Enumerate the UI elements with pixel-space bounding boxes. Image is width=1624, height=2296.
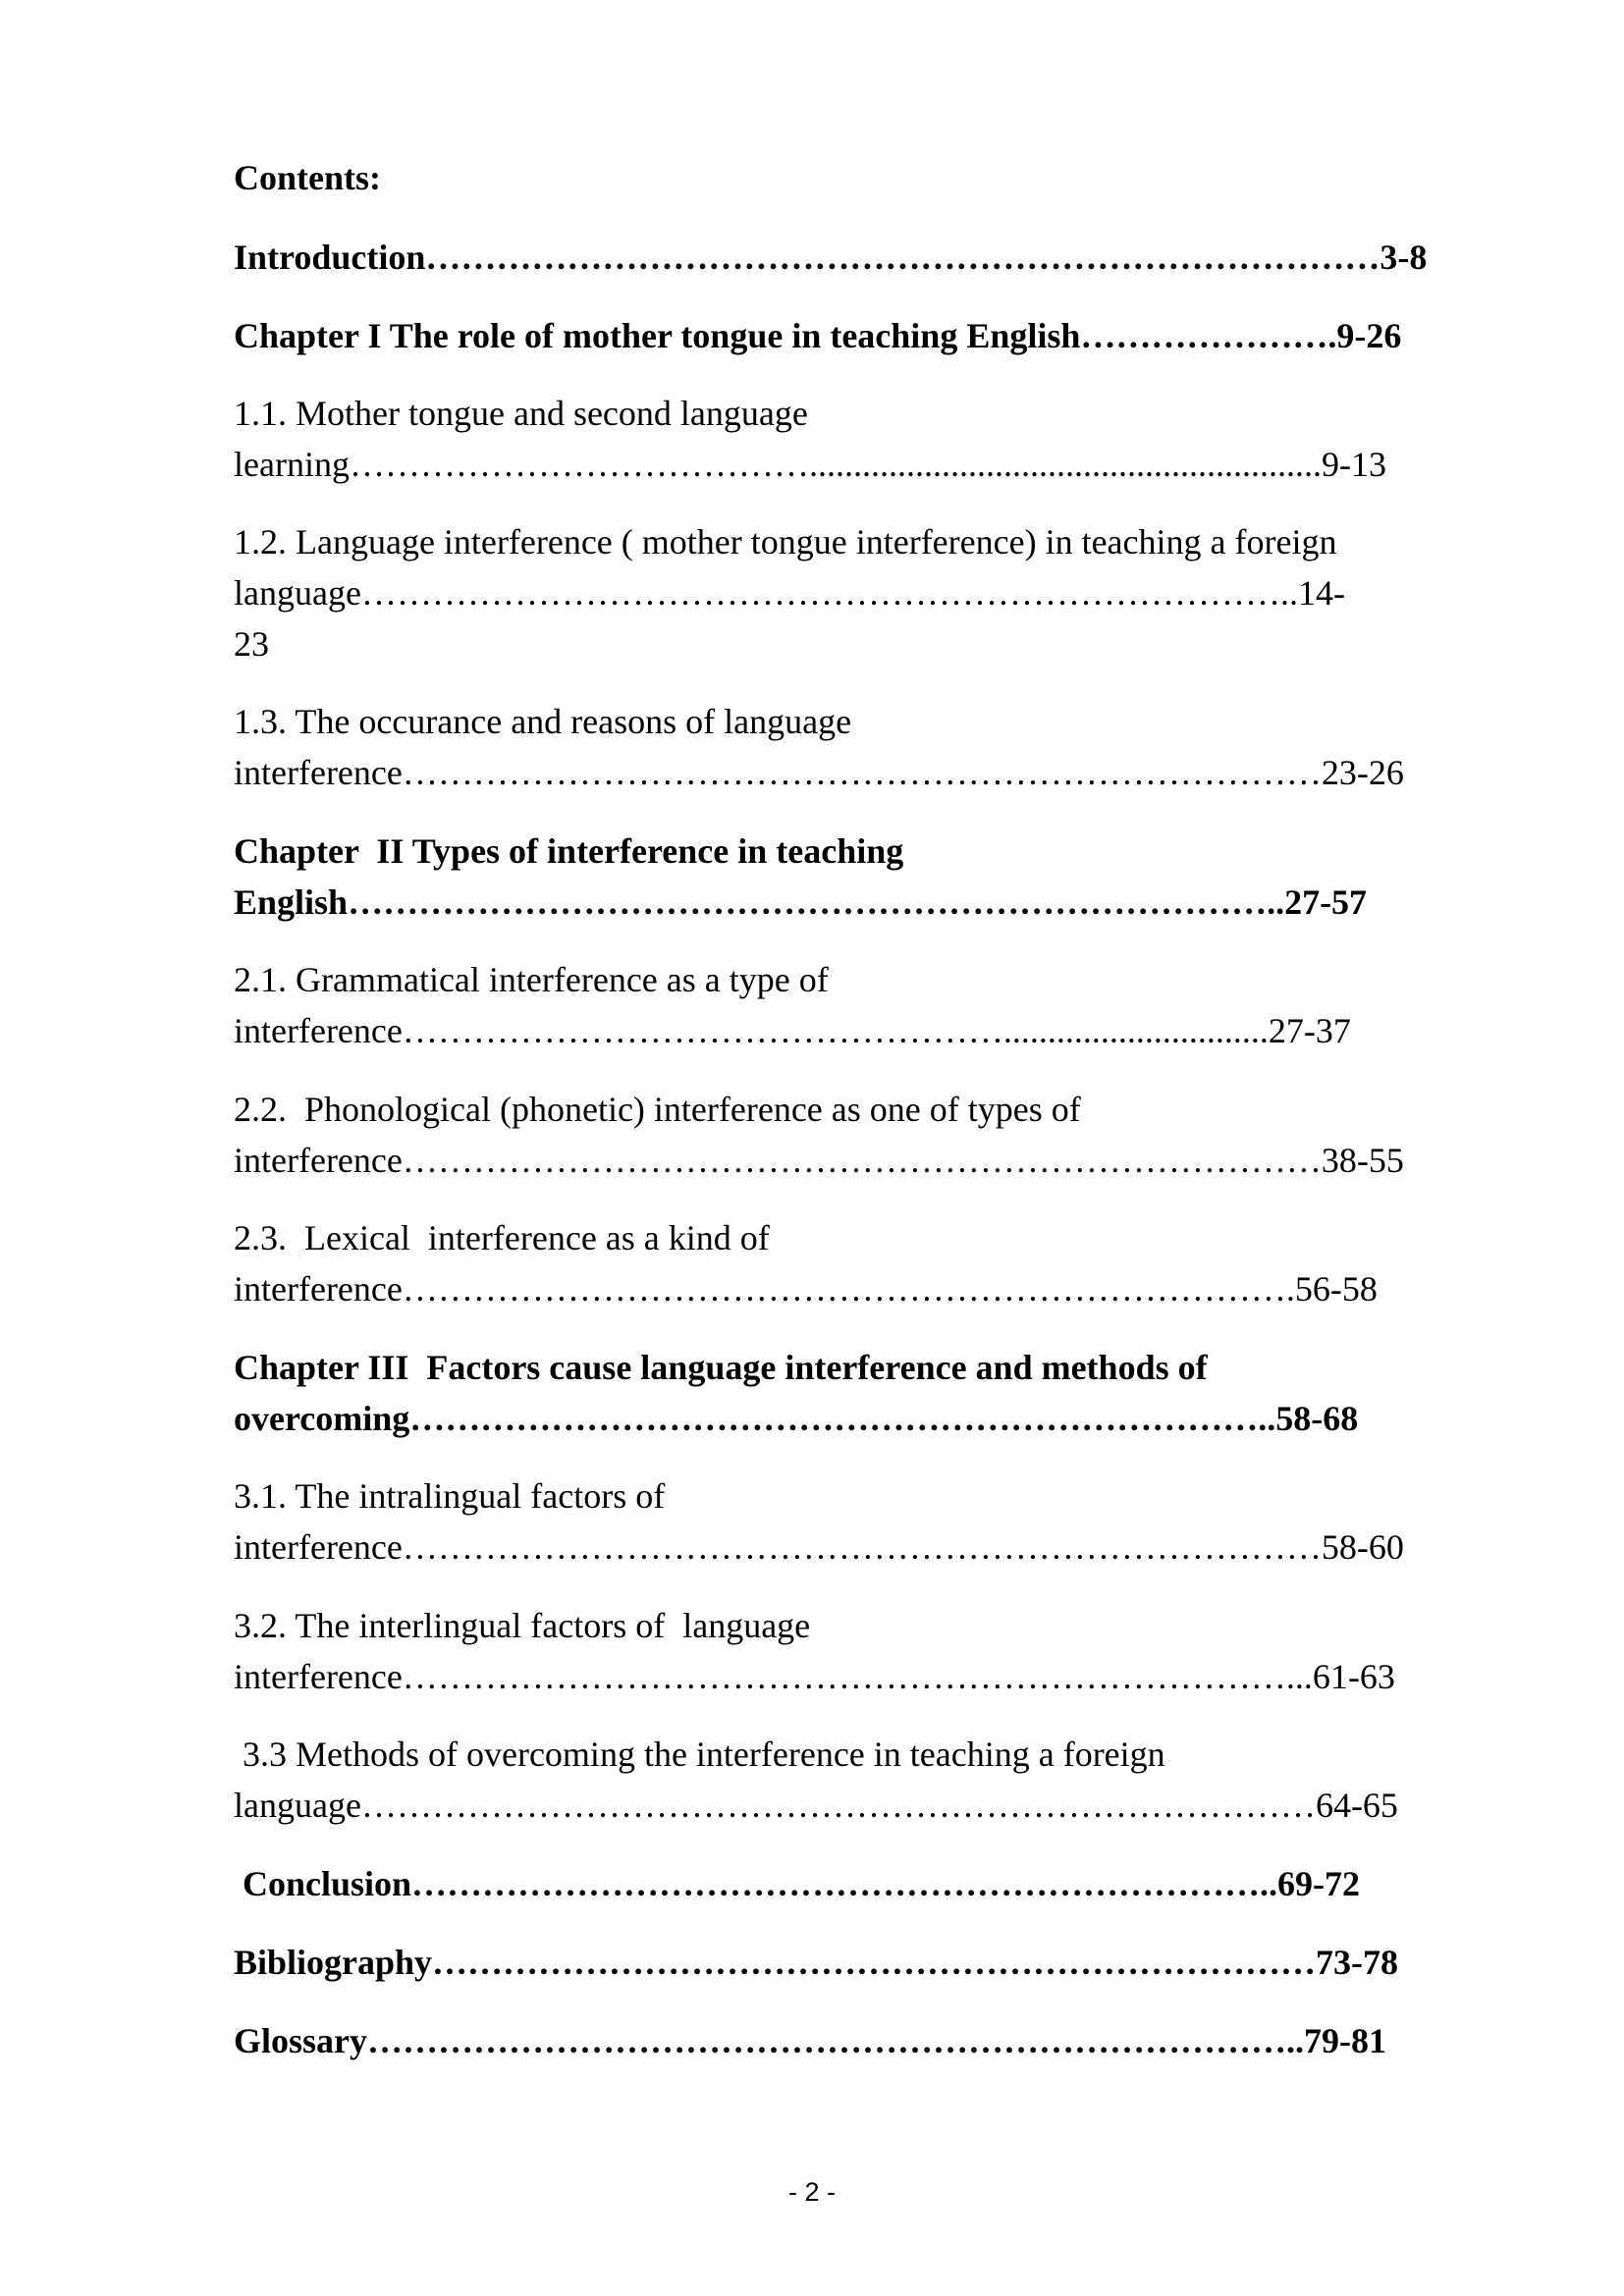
- toc-entry-1-1-leader: learning…………………………………..........................................................9-13: [234, 445, 1386, 484]
- toc-entry-2-3-leader: interference………………………………………………………………….56-58: [234, 1269, 1378, 1308]
- toc-entry-1-1-title: 1.1. Mother tongue and second language: [234, 394, 808, 433]
- toc-entry-2-3-title: 2.3. Lexical interference as a kind of: [234, 1218, 770, 1257]
- toc-entry-introduction: Introduction………………………………………………………………………3-8: [234, 238, 1428, 277]
- toc-entry-conclusion: Conclusion………………………………………………………………..69-72: [234, 1864, 1361, 1903]
- toc-entry-chapter-3-title: Chapter III Factors cause language interference and methods of: [234, 1348, 1208, 1387]
- toc-entry-3-1-leader: interference……………………………………………………………………58-60: [234, 1527, 1404, 1567]
- toc-entry-1-3-title: 1.3. The occurance and reasons of language: [234, 702, 852, 741]
- contents-heading: Contents:: [234, 158, 381, 197]
- page-number: - 2 -: [787, 2177, 836, 2207]
- toc-entry-chapter-2-title: Chapter II Types of interference in teaching: [234, 831, 904, 871]
- toc-entry-3-3-leader: language………………………………………………………………………64-65: [234, 1786, 1398, 1825]
- toc-entry-2-2-title: 2.2. Phonological (phonetic) interference as one of types of: [234, 1090, 1081, 1129]
- toc-entry-3-1-title: 3.1. The intralingual factors of: [234, 1476, 666, 1516]
- toc-entry-2-1-title: 2.1. Grammatical interference as a type of: [234, 960, 829, 999]
- toc-entry-bibliography: Bibliography…………………………………………………………………73-78: [234, 1943, 1399, 1982]
- toc-entry-1-2-leader: language……………………………………………………………………..14-: [234, 573, 1345, 613]
- toc-entry-glossary: Glossary……………………………………………………………………..79-81: [234, 2021, 1386, 2060]
- toc-entry-chapter-3-leader: overcoming………………………………………………………………..58-68: [234, 1399, 1359, 1438]
- toc-entry-1-3-leader: interference……………………………………………………………………23-26: [234, 753, 1404, 792]
- toc-entry-3-2-title: 3.2. The interlingual factors of language: [234, 1606, 811, 1645]
- toc-entry-1-2-title: 1.2. Language interference ( mother tongue interference) in teaching a foreign: [234, 522, 1337, 561]
- toc-entry-2-2-leader: interference……………………………………………………………………38-55: [234, 1141, 1404, 1180]
- toc-entry-3-3-title: 3.3 Methods of overcoming the interference in teaching a foreign: [234, 1735, 1165, 1774]
- toc-entry-3-2-leader: interference…………………………………………………………………...61-63: [234, 1657, 1395, 1696]
- toc-entry-chapter-2-leader: English……………………………………………………………………..27-57: [234, 882, 1368, 922]
- toc-entry-chapter-1: Chapter I The role of mother tongue in teaching English………………….9-26: [234, 316, 1402, 355]
- toc-entry-1-2-pages-cont: 23: [234, 624, 269, 664]
- toc-entry-2-1-leader: interference……………………………………………..............................27-37: [234, 1011, 1351, 1050]
